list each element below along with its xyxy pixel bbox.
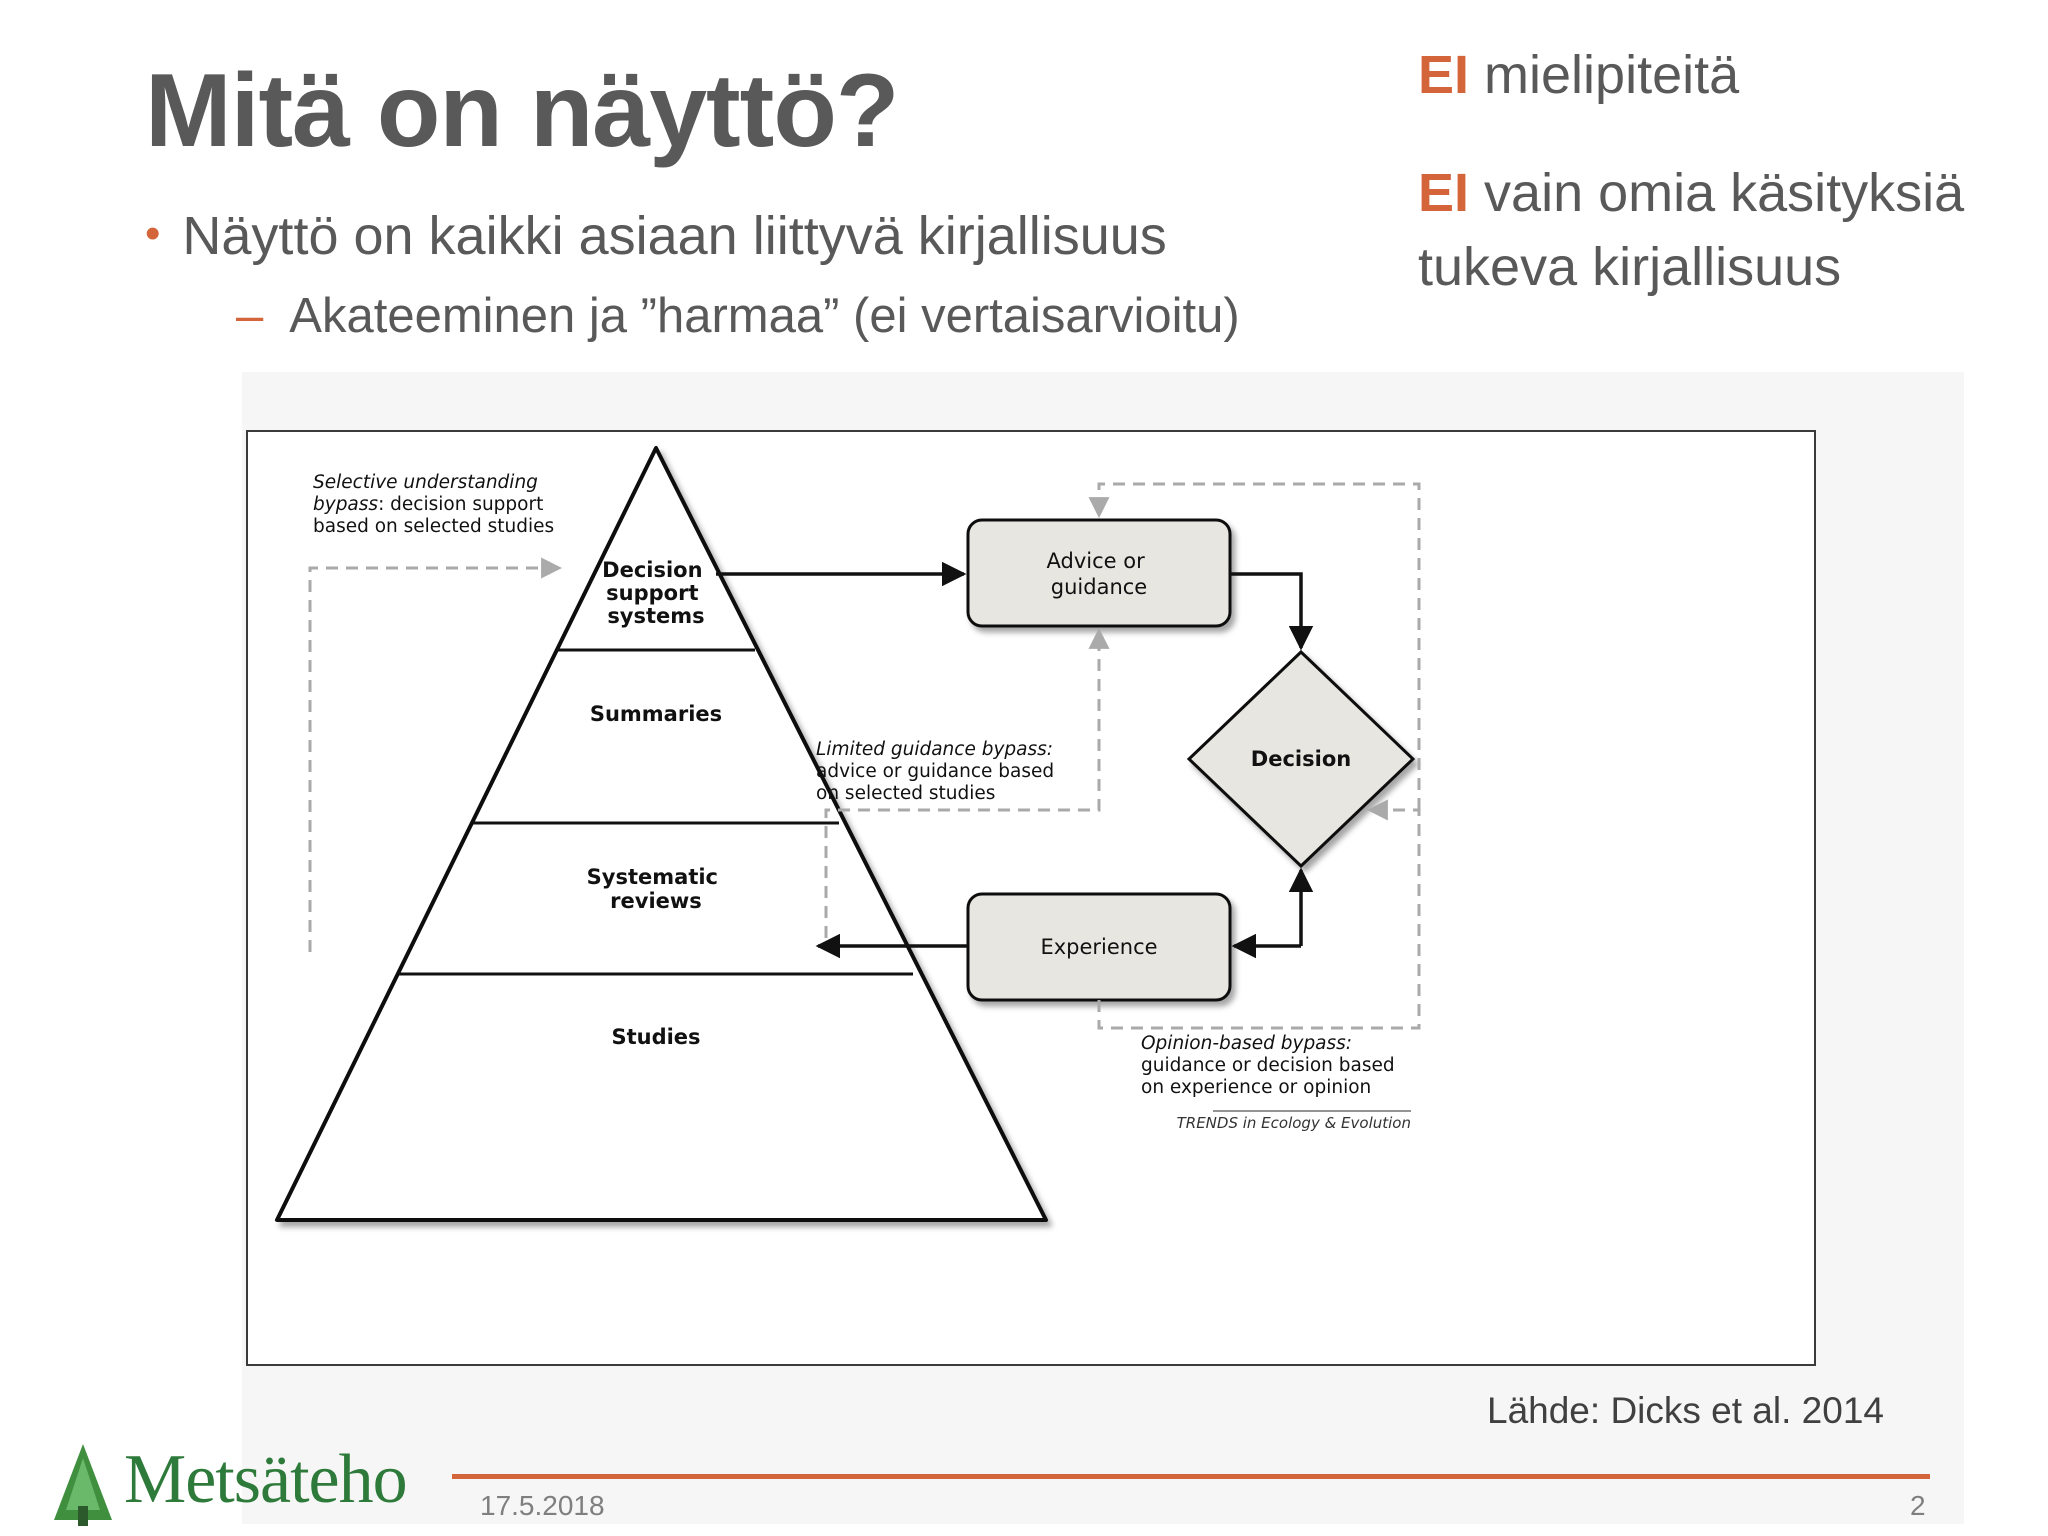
selective-bypass-note: Selective understanding bypass: decision support based on selected studies <box>313 472 555 537</box>
metsateho-logo <box>48 1440 428 1530</box>
side-note-1-strong: EI <box>1418 45 1470 105</box>
green-tree-icon <box>48 1440 118 1530</box>
sub-bullet-text: Akateeminen ja ”harmaa” (ei vertaisarvioitu) <box>289 289 1240 343</box>
opinion-bypass-note: Opinion-based bypass: guidance or decision based on experience or opinion <box>1141 1033 1395 1098</box>
side-note-1-text: mielipiteitä <box>1469 45 1740 105</box>
side-note-2-strong: EI <box>1418 163 1470 223</box>
side-note-1 <box>1418 38 1739 112</box>
decision-label: Decision <box>1250 747 1352 771</box>
experience-label: Experience <box>1040 935 1158 959</box>
side-note-2-continuation: tukeva kirjallisuus <box>1418 237 1842 297</box>
limited-bypass-note: Limited guidance bypass: advice or guidance based on selected studies <box>816 739 1055 804</box>
trends-credit: TRENDS in Ecology & Evolution <box>1176 1114 1411 1132</box>
logo-text: Metsäteho <box>124 1441 407 1518</box>
side-note-2 <box>1418 156 1964 230</box>
footer-divider <box>452 1474 1930 1479</box>
bullet-dot-icon: • <box>145 209 161 258</box>
bullet-text: Näyttö on kaikki asiaan liittyvä kirjallisuus <box>182 206 1167 266</box>
source-citation: Lähde: Dicks et al. 2014 <box>1487 1390 1884 1431</box>
sub-bullet-item <box>236 288 1240 344</box>
arrow-advice-to-decision <box>1230 574 1301 648</box>
footer-date: 17.5.2018 <box>480 1490 605 1521</box>
sub-bullet-dash: – <box>236 289 264 343</box>
page-number: 2 <box>1910 1490 1926 1521</box>
pyramid-top-label: Decision support systems <box>602 558 705 628</box>
advice-box-label: Advice or guidance <box>1046 549 1148 599</box>
side-note-2-text: vain omia käsityksiä <box>1469 163 1965 223</box>
advice-box <box>968 520 1230 626</box>
pyramid-reviews-label: Systematic reviews <box>586 865 719 913</box>
pyramid-summaries-label: Summaries <box>589 702 723 726</box>
pyramid-studies-label: Studies <box>611 1025 701 1049</box>
evidence-diagram <box>246 430 1816 1366</box>
bullet-item <box>145 205 1167 267</box>
slide-title: Mitä on näyttö? <box>145 53 899 169</box>
